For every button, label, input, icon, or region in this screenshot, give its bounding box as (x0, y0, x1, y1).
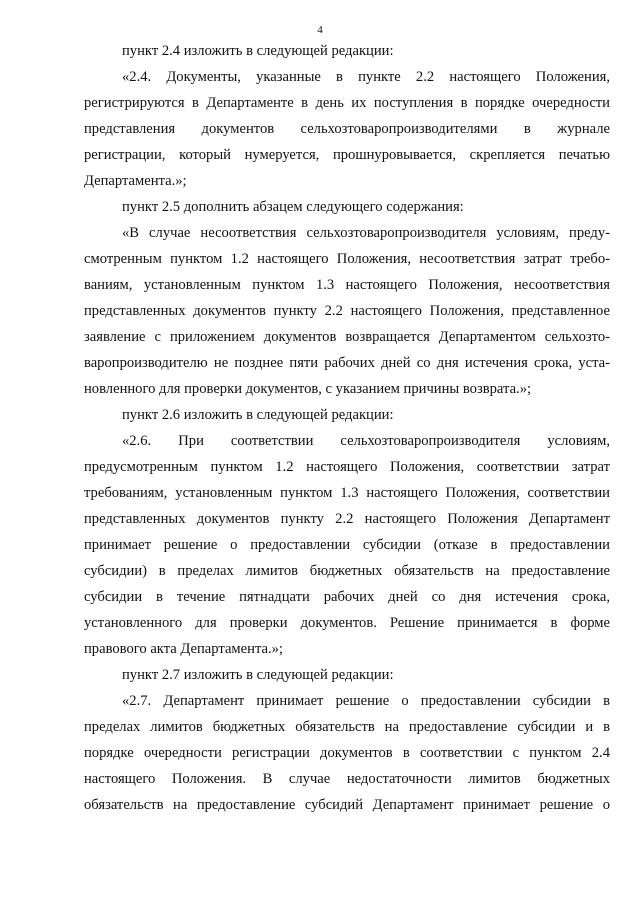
paragraph-amend-2-7-intro (84, 662, 610, 688)
text-line: установленного для проверки документов. Решение принимается в форме (84, 615, 610, 631)
text-line: Департамента.»; (84, 173, 187, 189)
text-line: пункт 2.7 изложить в следующей редакции: (122, 667, 394, 683)
text-line: «2.4. Документы, указанные в пункте 2.2 настоящего Положения, (122, 69, 610, 85)
text-line: предусмотренным пунктом 1.2 настоящего Положения, соответствии затрат (84, 459, 610, 475)
paragraph-amend-2-6-intro (84, 402, 610, 428)
document-body (84, 38, 610, 818)
text-line: ваниям, установленным пунктом 1.3 настоящего Положения, несоответствия (84, 277, 610, 293)
paragraph-clause-2-6 (84, 428, 610, 662)
text-line: пункт 2.5 дополнить абзацем следующего содержания: (122, 199, 464, 215)
text-line: требованиям, установленным пунктом 1.3 настоящего Положения, соответствии (84, 485, 610, 501)
text-line: пункт 2.6 изложить в следующей редакции: (122, 407, 394, 423)
text-line: «2.6. При соответствии сельхозтоваропроизводителя условиям, (122, 433, 610, 449)
text-line: «2.7. Департамент принимает решение о предоставлении субсидии в (122, 693, 610, 709)
text-line: представления документов сельхозтоваропроизводителями в журнале (84, 121, 610, 137)
text-line: субсидии в течение пятнадцати рабочих дней со дня истечения срока, (84, 589, 610, 605)
text-line: принимает решение о предоставлении субсидии (отказе в предоставлении (84, 537, 610, 553)
paragraph-clause-2-4 (84, 64, 610, 194)
text-line: заявление с приложением документов возвращается Департаментом сельхозто- (84, 329, 610, 345)
text-line: регистрируются в Департаменте в день их поступления в порядке очередности (84, 95, 610, 111)
text-line: настоящего Положения. В случае недостаточности лимитов бюджетных (84, 771, 610, 787)
text-line: варопроизводителю не позднее пяти рабочих дней со дня истечения срока, уста- (84, 355, 610, 371)
text-line: правового акта Департамента.»; (84, 641, 283, 657)
text-line: «В случае несоответствия сельхозтоваропроизводителя условиям, преду- (122, 225, 610, 241)
text-line: порядке очередности регистрации документов в соответствии с пунктом 2.4 (84, 745, 610, 761)
text-line: представленных документов пункту 2.2 настоящего Положения, представленное (84, 303, 610, 319)
text-line: обязательств на предоставление субсидий Департамент принимает решение о (84, 797, 610, 813)
text-line: новленного для проверки документов, с указанием причины возврата.»; (84, 381, 532, 397)
paragraph-amend-2-5-intro (84, 194, 610, 220)
text-line: пределах лимитов бюджетных обязательств на предоставление субсидии и в (84, 719, 610, 735)
text-line: пункт 2.4 изложить в следующей редакции: (122, 43, 394, 59)
page-number: 4 (317, 24, 323, 36)
text-line: субсидии) в пределах лимитов бюджетных обязательств на предоставление (84, 563, 610, 579)
paragraph-amend-2-4-intro (84, 38, 610, 64)
text-line: смотренным пунктом 1.2 настоящего Положения, несоответствия затрат требо- (84, 251, 610, 267)
text-line: представленных документов пункту 2.2 настоящего Положения Департамент (84, 511, 610, 527)
text-line: регистрации, который нумеруется, прошнуровывается, скрепляется печатью (84, 147, 610, 163)
paragraph-clause-2-7 (84, 688, 610, 818)
paragraph-clause-2-5-addition (84, 220, 610, 402)
